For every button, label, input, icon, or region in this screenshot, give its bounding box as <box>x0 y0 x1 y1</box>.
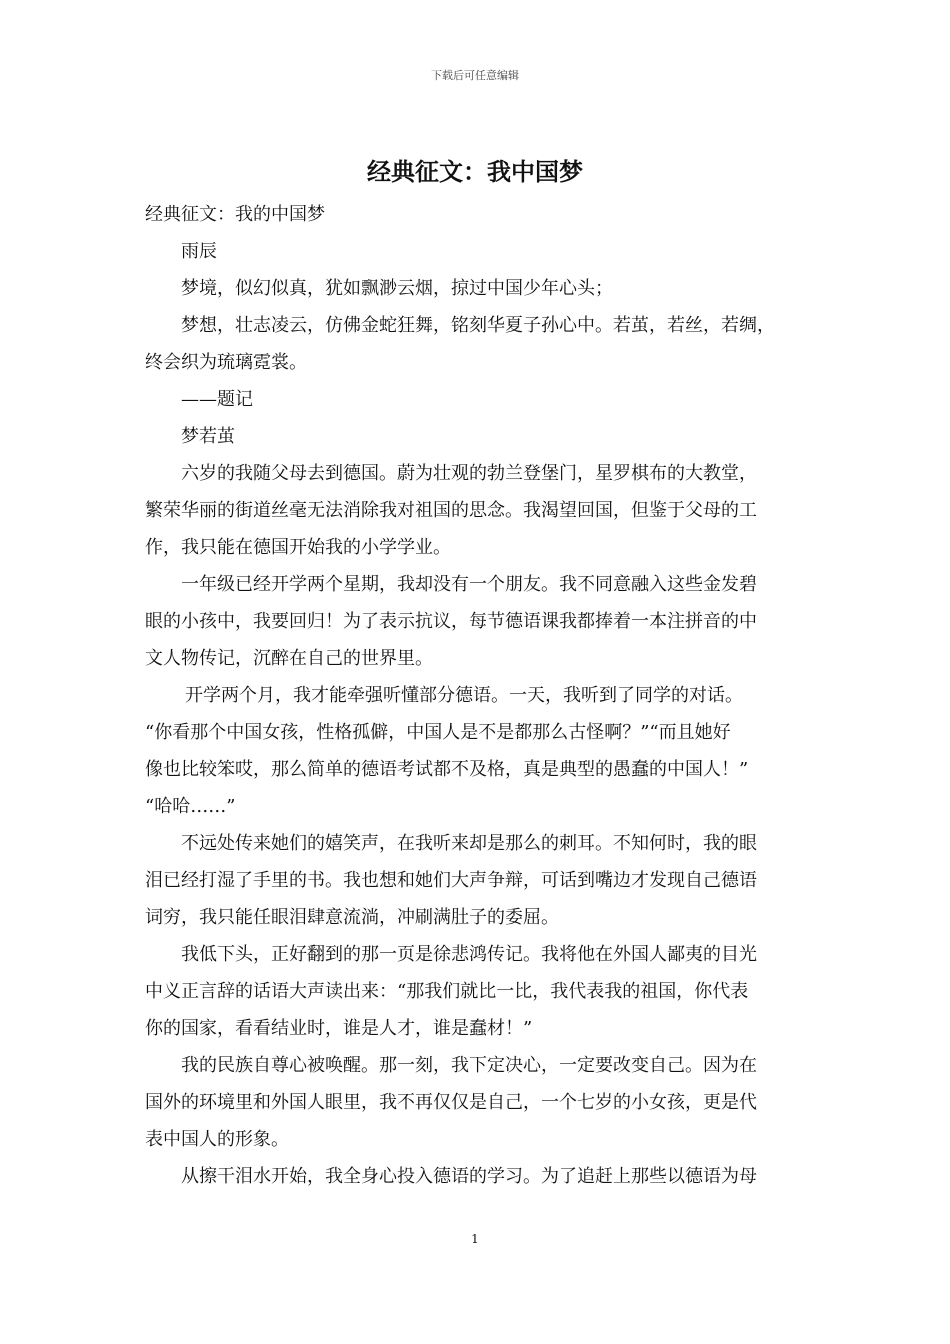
body-line: 文人物传记，沉醉在自己的世界里。 <box>145 648 433 669</box>
body-line: 开学两个月，我才能牵强听懂部分德语。一天，我听到了同学的对话。 <box>185 685 743 706</box>
body-line: 一年级已经开学两个星期，我却没有一个朋友。我不同意融入这些金发碧 <box>181 574 757 595</box>
body-line: 繁荣华丽的街道丝毫无法消除我对祖国的思念。我渴望回国，但鉴于父母的工 <box>145 500 757 521</box>
body-line: 作，我只能在德国开始我的小学学业。 <box>145 537 451 558</box>
body-line: 表中国人的形象。 <box>145 1129 289 1150</box>
body-line: 终会织为琉璃霓裳。 <box>145 352 307 373</box>
body-line: 你的国家，看看结业时，谁是人才，谁是蠢材！” <box>145 1018 533 1039</box>
body-line: 词穷，我只能任眼泪肆意流淌，冲刷满肚子的委屈。 <box>145 907 559 928</box>
body-line: 中义正言辞的话语大声读出来：“那我们就比一比，我代表我的祖国，你代表 <box>145 981 749 1002</box>
document-title: 经典征文：我中国梦 <box>367 158 583 186</box>
body-line: “你看那个中国女孩，性格孤僻，中国人是不是都那么古怪啊？”“而且她好 <box>145 722 731 743</box>
body-line: 梦境，似幻似真，犹如飘渺云烟，掠过中国少年心头； <box>181 278 613 299</box>
body-line: 六岁的我随父母去到德国。蔚为壮观的勃兰登堡门，星罗棋布的大教堂， <box>181 463 757 484</box>
body-line: 我低下头，正好翻到的那一页是徐悲鸿传记。我将他在外国人鄙夷的目光 <box>181 944 757 965</box>
body-line: 国外的环境里和外国人眼里，我不再仅仅是自己，一个七岁的小女孩，更是代 <box>145 1092 757 1113</box>
body-line: 梦若茧 <box>181 426 235 447</box>
body-line: 从擦干泪水开始，我全身心投入德语的学习。为了追赶上那些以德语为母 <box>181 1166 757 1187</box>
body-line: 不远处传来她们的嬉笑声，在我听来却是那么的刺耳。不知何时，我的眼 <box>181 833 757 854</box>
body-line: 像也比较笨哎，那么简单的德语考试都不及格，真是典型的愚蠢的中国人！” <box>145 759 749 780</box>
body-line: 雨辰 <box>181 241 217 262</box>
body-line: 梦想，壮志凌云，仿佛金蛇狂舞，铭刻华夏子孙心中。若茧，若丝，若绸， <box>181 315 775 336</box>
body-line: “哈哈……” <box>145 796 236 817</box>
page-number: 1 <box>471 1232 479 1246</box>
document-body <box>145 196 809 1195</box>
body-line: 泪已经打湿了手里的书。我也想和她们大声争辩，可话到嘴边才发现自己德语 <box>145 870 757 891</box>
body-line: 我的民族自尊心被唤醒。那一刻，我下定决心，一定要改变自己。因为在 <box>181 1055 757 1076</box>
body-line: 经典征文：我的中国梦 <box>145 204 325 225</box>
body-line: 眼的小孩中，我要回归！为了表示抗议，每节德语课我都捧着一本注拼音的中 <box>145 611 757 632</box>
page-header: 下载后可任意编辑 <box>431 69 519 82</box>
body-line: ——题记 <box>181 389 253 410</box>
